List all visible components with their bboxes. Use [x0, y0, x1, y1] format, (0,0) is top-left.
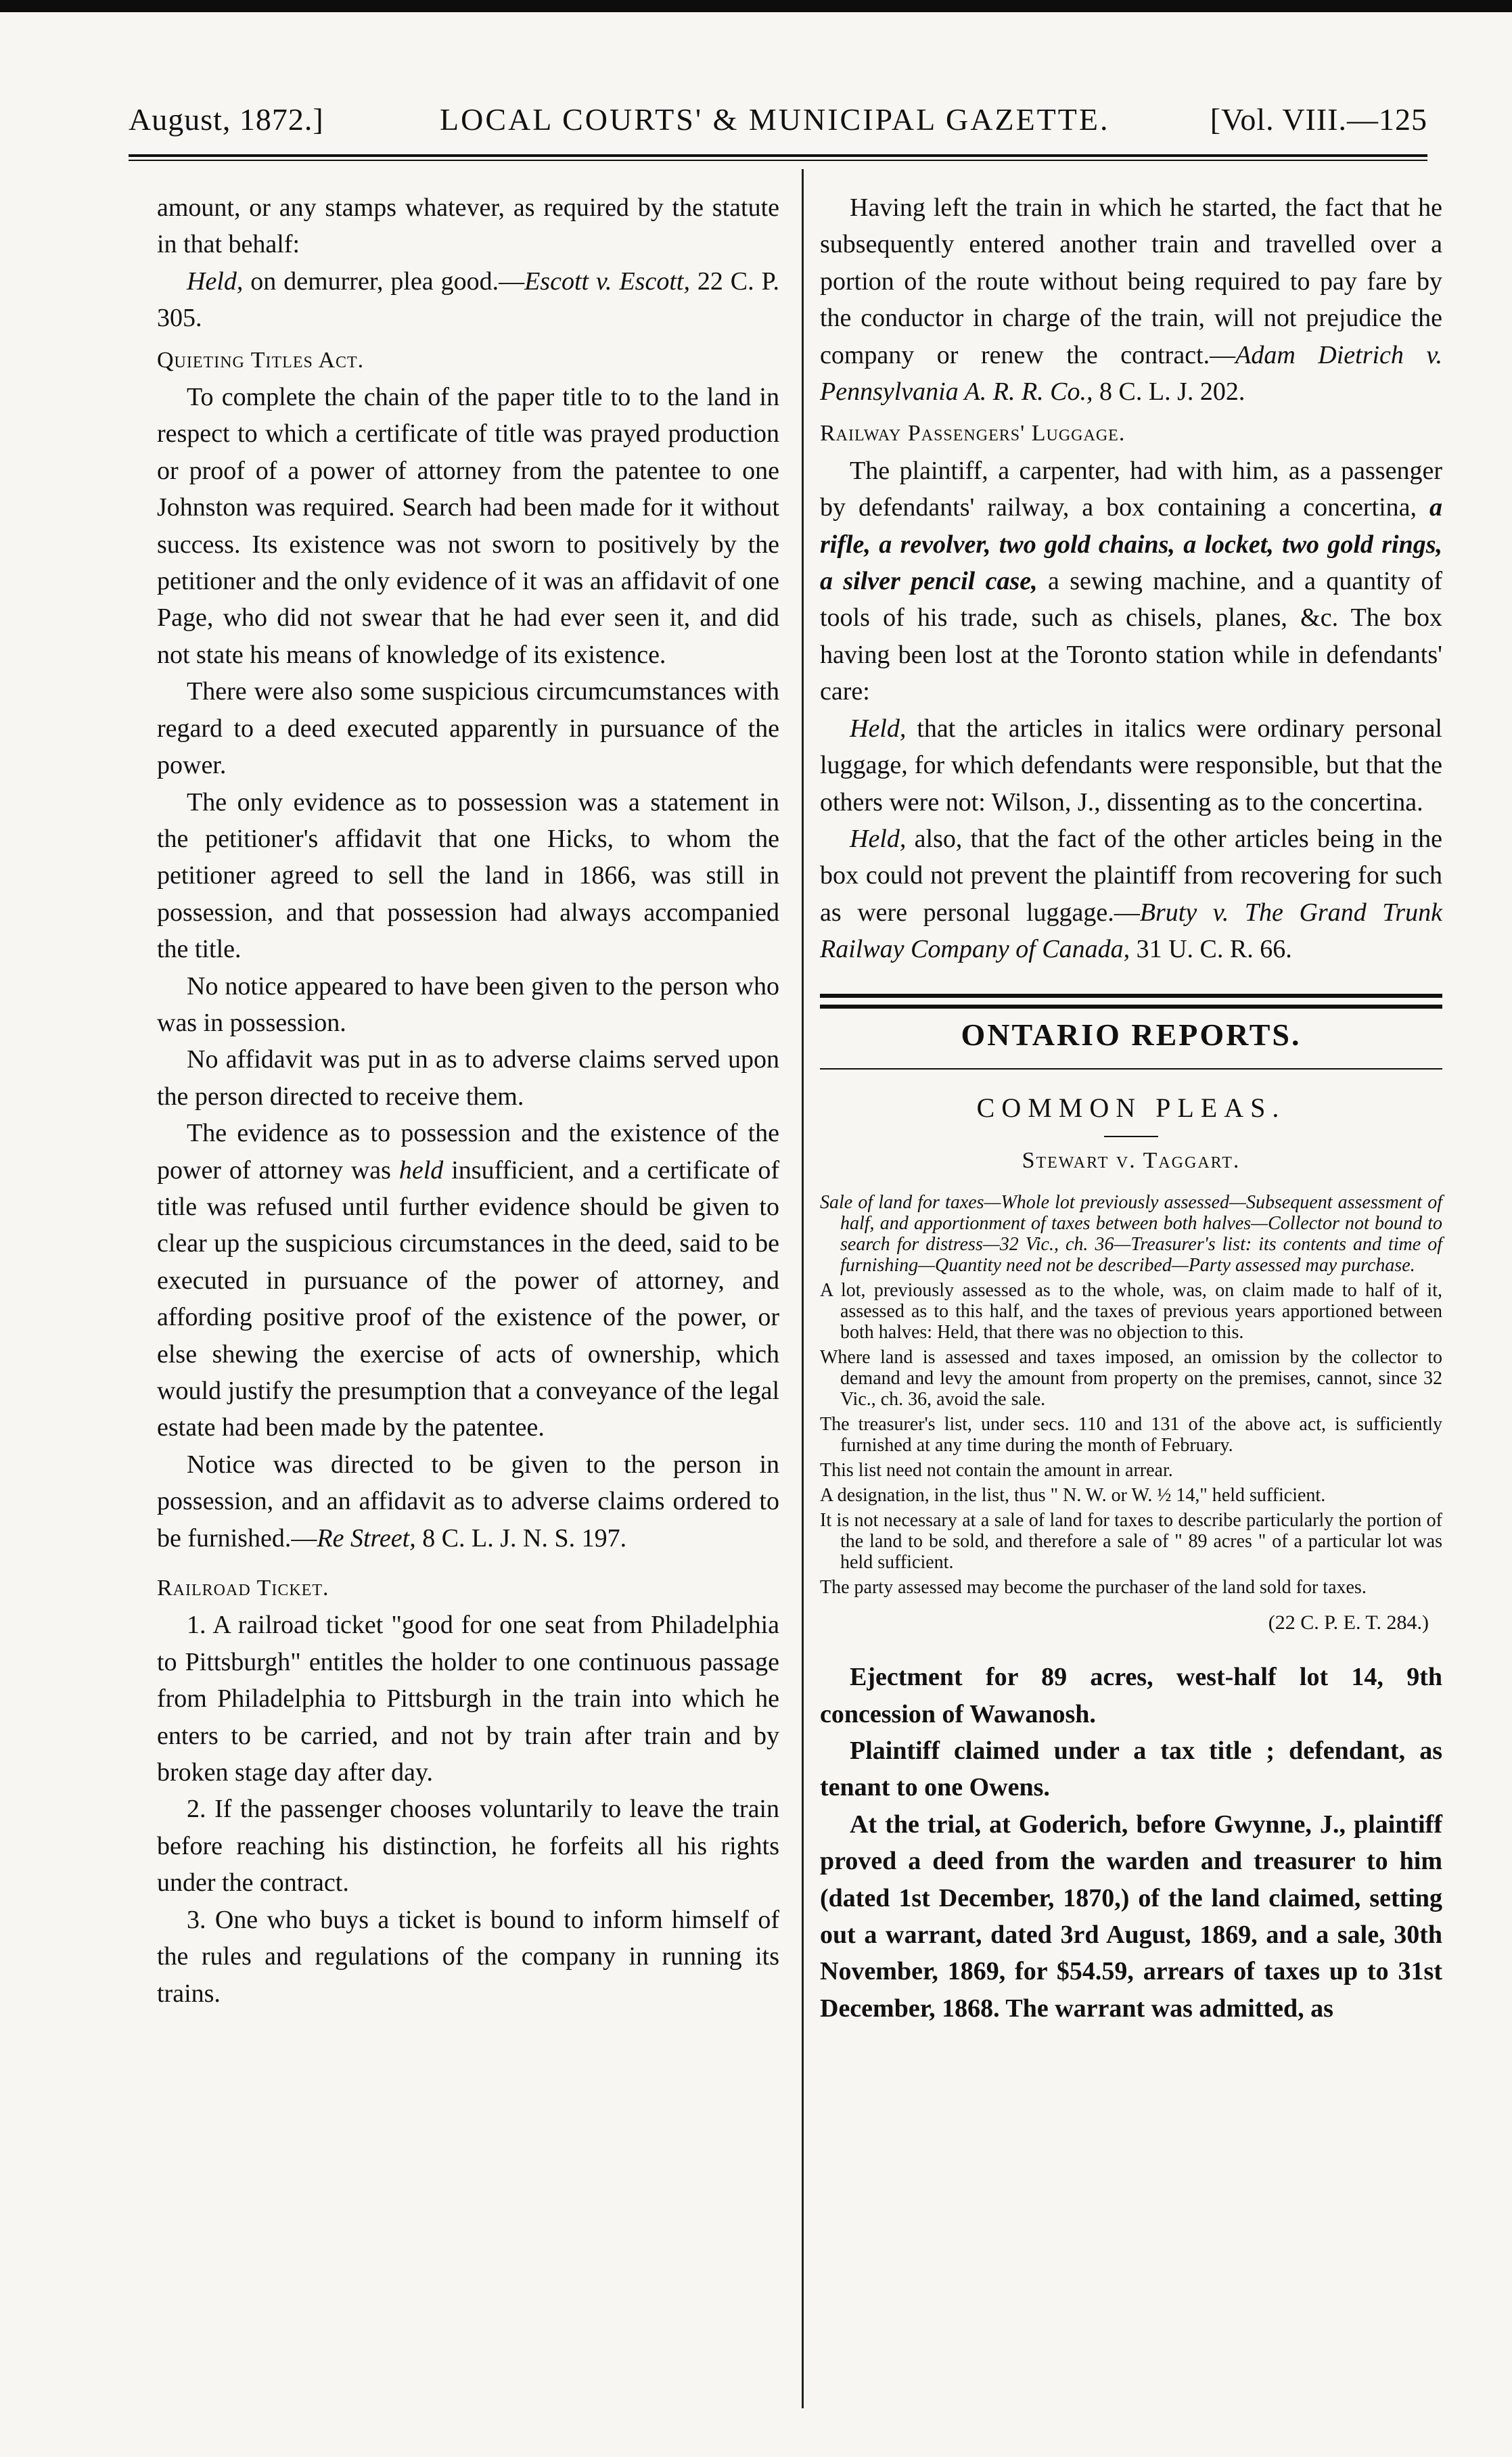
paragraph: 3. One who buys a ticket is bound to inform himself of the rules and regulations of the company in running its trains. — [157, 1905, 779, 2008]
paragraph: The only evidence as to possession was a statement in the petitioner's affidavit that one Hicks, to whom the petitioner agreed to sell the land in 1866, was still in possession, and that possession had always accompanied the title. — [157, 787, 779, 964]
section-heading: Quieting Titles Act. — [157, 347, 365, 373]
case-title: Stewart v. Taggart. — [1022, 1148, 1241, 1174]
header-date: August, 1872.] — [129, 102, 324, 137]
left-column — [157, 189, 779, 2012]
held-label: held — [398, 1155, 444, 1185]
paragraph: Having left the train in which he started, the fact that he subsequently entered another train and travelled over a portion of the route without being required to pay fare by the conductor in charge of the train, will not prejudice the company or renew the contract.—Adam Dietrich v. Pennsylvania A. R. R. Co., 8 C. L. J. 202. — [820, 193, 1442, 407]
reports-title: ONTARIO REPORTS. — [961, 1017, 1302, 1052]
headnote: The treasurer's list, under secs. 110 and 131 of the above act, is sufficiently furnished at any time during the month of February. — [820, 1413, 1442, 1456]
paragraph: Ejectment for 89 acres, west-half lot 14, 9th concession of Wawanosh. — [820, 1663, 1442, 1728]
paragraph: 2. If the passenger chooses voluntarily to leave the train before reaching his distinction, he forfeits all his rights under the contract. — [157, 1795, 779, 1898]
report-citation: (22 C. P. E. T. 284.) — [1268, 1611, 1429, 1634]
paragraph: The evidence as to possession and the existence of the power of attorney was held insufficient, and a certificate of title was refused until further evidence should be given to clear up the suspicious circumstances in the deed, said to be executed in pursuance of the power of attorney, and affording positive proof of the existence of the power, or else shewing the exercise of acts of ownership, which would justify the presumption that a conveyance of the legal estate had been made by the patentee. — [157, 1119, 779, 1442]
column-divider — [802, 169, 804, 2408]
top-border — [0, 0, 1512, 12]
case-name: Bruty v. The Grand Trunk Railway Company of Canada, — [820, 898, 1442, 964]
headnote: A lot, previously assessed as to the whole, was, on claim made to half of it, assessed as to this half, and the taxes of previous years apportioned between both halves: Held, that there was no objection to this. — [820, 1279, 1442, 1343]
header-rule — [129, 154, 1427, 157]
paragraph: No notice appeared to have been given to the person who was in possession. — [157, 971, 779, 1037]
headnote: Sale of land for taxes—Whole lot previously assessed—Subsequent assessment of half, and apportionment of taxes between both halves—Collector not bound to search for distress—32 Vic., ch. 36—Treasurer's list: its contents and time of furnishing—Quantity need not be described—Party assessed may purchase. — [820, 1191, 1442, 1276]
held-label: Held, — [850, 714, 907, 743]
headnote: The party assessed may become the purchaser of the land sold for taxes. — [820, 1576, 1367, 1598]
running-header — [129, 101, 1427, 149]
headnote: This list need not contain the amount in arrear. — [820, 1459, 1173, 1481]
paragraph: There were also some suspicious circumcumstances with regard to a deed executed apparently in pursuance of the power. — [157, 677, 779, 780]
headnote: It is not necessary at a sale of land for taxes to describe particularly the portion of the land to be sold, and therefore a sale of " 89 acres " of a particular lot was held sufficient. — [820, 1509, 1442, 1573]
case-name: Adam Dietrich v. Pennsylvania A. R. R. Co., — [820, 340, 1442, 407]
short-rule — [1104, 1136, 1158, 1137]
paragraph: Plaintiff claimed under a tax title ; defendant, as tenant to one Owens. — [820, 1736, 1442, 1802]
paragraph: At the trial, at Goderich, before Gwynne, J., plaintiff proved a deed from the warden and treasurer to him (dated 1st December, 1870,) of the land claimed, setting out a warrant, dated 3rd August, 1869, and a sale, 30th November, 1869, for $54.59, arrears of taxes up to 31st December, 1868. The warrant was admitted, as — [820, 1810, 1442, 2023]
headnote: Where land is assessed and taxes imposed, an omission by the collector to demand and levy the amount from property on the premises, cannot, since 32 Vic., ch. 36, avoid the sale. — [820, 1346, 1442, 1410]
section-rule — [820, 994, 1442, 1009]
header-title: LOCAL COURTS' & MUNICIPAL GAZETTE. — [440, 102, 1110, 137]
held-label: Held, — [187, 267, 244, 296]
section-heading: Railroad Ticket. — [157, 1576, 329, 1601]
paragraph: amount, or any stamps whatever, as required by the statute in that behalf: — [157, 193, 779, 259]
headnote: A designation, in the list, thus " N. W. or W. ½ 14," held sufficient. — [820, 1484, 1326, 1506]
paragraph: Held, also, that the fact of the other articles being in the box could not prevent the plaintiff from recovering for such as were personal luggage.—Bruty v. The Grand Trunk Railway Company of Canada, 31 U. C. R. 66. — [820, 824, 1442, 964]
header-volume: [Vol. VIII.—125 — [1210, 102, 1427, 137]
held-label: Held, — [850, 824, 907, 853]
paragraph: No affidavit was put in as to adverse claims served upon the person directed to receive them. — [157, 1045, 779, 1111]
case-name: Escott v. Escott, — [524, 267, 690, 296]
header-rule-thin — [129, 160, 1427, 161]
paragraph: Held, on demurrer, plea good.—Escott v. Escott, 22 C. P. 305. — [157, 267, 779, 333]
paragraph: To complete the chain of the paper title to to the land in respect to which a certificate of title was prayed production or proof of a power of attorney from the patentee to one Johnston was required. Search had been made for it without success. Its existence was not sworn to positively by the petitioner and the only evidence of it was an affidavit of one Page, who did not swear that he had ever seen it, and did not state his means of knowledge of its existence. — [157, 383, 779, 669]
paragraph: Notice was directed to be given to the person in possession, and an affidavit as to adverse claims ordered to be furnished.—Re Street, 8 C. L. J. N. S. 197. — [157, 1450, 779, 1553]
title-rule — [820, 1068, 1442, 1070]
paragraph: 1. A railroad ticket "good for one seat from Philadelphia to Pittsburgh" entitles the holder to one continuous passage from Philadelphia to Pittsburgh in the train into which he enters to be carried, and not by train after train and by broken stage day after day. — [157, 1611, 779, 1787]
italic-items: a rifle, a revolver, two gold chains, a locket, two gold rings, a silver pencil case, — [820, 493, 1442, 596]
case-name: Re Street, — [317, 1523, 416, 1553]
section-heading: Railway Passengers' Luggage. — [820, 421, 1126, 446]
court-title: COMMON PLEAS. — [976, 1092, 1286, 1123]
paragraph: The plaintiff, a carpenter, had with him, as a passenger by defendants' railway, a box containing a concertina, a rifle, a revolver, two gold chains, a locket, two gold rings, a silver pencil case, a sewing machine, and a quantity of tools of his trade, such as chisels, planes, &c. The box having been lost at the Toronto station while in defendants' care: — [820, 456, 1442, 706]
paragraph: Held, that the articles in italics were ordinary personal luggage, for which defendants were responsible, but that the others were not: Wilson, J., dissenting as to the concertina. — [820, 714, 1442, 817]
right-column — [820, 189, 1442, 2027]
